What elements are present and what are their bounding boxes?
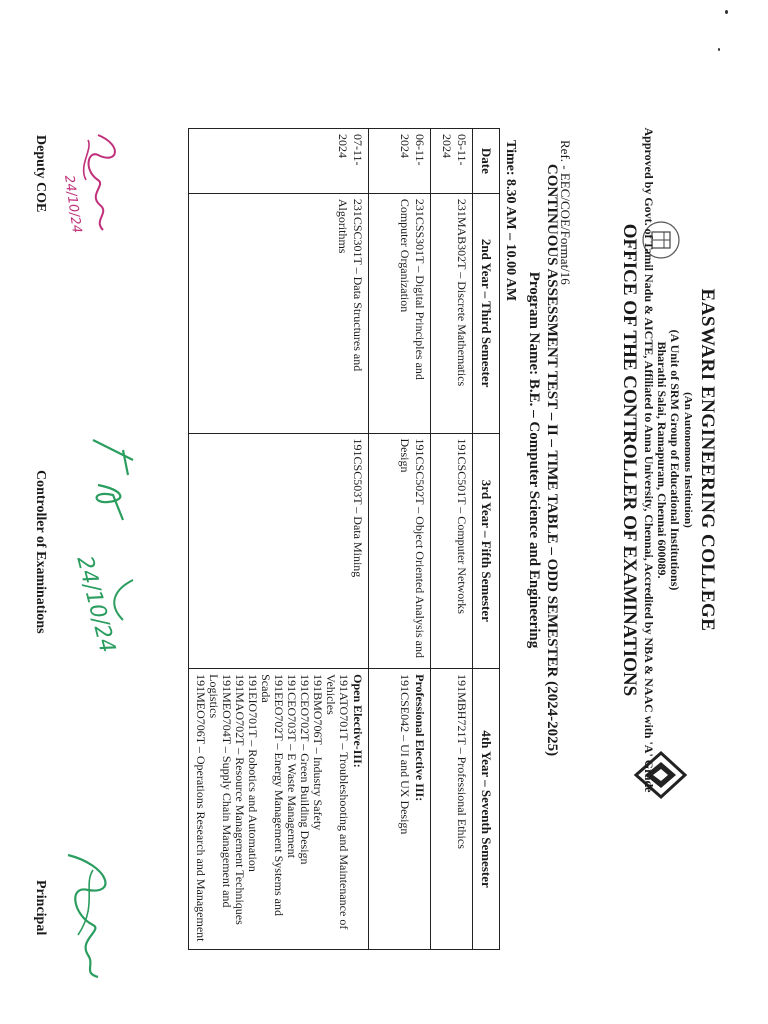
header-third-year: 3rd Year – Fifth Semester	[473, 433, 500, 669]
list-item: 191ATO701T – Troubleshooting and Maintenance of Vehicles	[324, 674, 351, 930]
program-name: Program Name: B.E. – Computer Science and Engineering	[526, 271, 542, 649]
elective-heading: Professional Elective III:	[413, 674, 427, 802]
header-date: Date	[473, 129, 500, 194]
list-item: 191CEO703T – E Waste Management	[285, 674, 299, 858]
fourth-year-exam: 191MBH721T – Professional Ethics	[431, 669, 473, 950]
third-year-exam: 191CSC501T – Computer Networks	[431, 433, 473, 669]
coe-signature	[53, 430, 153, 660]
deputy-coe-signature	[53, 125, 128, 245]
third-year-exam: 191CSC503T – Data Mining	[189, 433, 369, 669]
timetable	[188, 128, 500, 950]
scan-speck	[718, 48, 720, 51]
coe-label: Controller of Examinations	[33, 470, 48, 634]
third-year-exam: 191CSC502T – Object Oriented Analysis and Design	[369, 433, 431, 669]
list-item: 191EEO702T – Energy Management Systems and Scada	[259, 674, 286, 916]
table-header-row	[473, 129, 500, 950]
header-fourth-year: 4th Year – Seventh Semester	[473, 669, 500, 950]
reference-number: Ref. - EEC/COE/Format/16	[558, 140, 573, 285]
table-row	[189, 129, 369, 950]
row-date: 07-11-2024	[189, 129, 369, 194]
list-item: 191MEO706T – Operations Research and Management	[194, 674, 208, 942]
institution-type: (An Autonomous Institution)	[682, 392, 694, 528]
second-year-exam: 231MAB302T – Discrete Mathematics	[431, 193, 473, 433]
scan-speck	[725, 10, 728, 14]
deputy-signature-date: 24/10/24	[61, 174, 84, 235]
table-row	[369, 129, 431, 950]
accreditation-line: Approved by Govt. of Tamil Nadu & AICTE, Affiliated to Anna University, Chennai, Accredited by NBA & NAAC with 'A' Grade	[642, 127, 656, 793]
exam-time: Time: 8.30 AM – 10.00 AM	[503, 140, 518, 302]
second-year-exam: 231CSS301T – Digital Principles and Computer Organization	[369, 193, 431, 433]
list-item: 191BMO706T – Industry Safety	[311, 674, 325, 831]
list-item: 191CEO702T – Green Building Design	[298, 674, 312, 865]
list-item: 191MAO702T – Resource Management Techniques	[233, 674, 247, 925]
coe-signature-date: 24/10/24	[71, 553, 120, 656]
college-name: EASWARI ENGINEERING COLLEGE	[697, 288, 718, 632]
document-title: CONTINUOUS ASSESSMENT TEST – II – TIME TABLE – ODD SEMESTER (2024-2025)	[544, 163, 560, 757]
table-row	[431, 129, 473, 950]
elective-course: 191CSE042 – UI and UX Design	[398, 674, 412, 835]
principal-label: Principal	[33, 880, 48, 936]
principal-signature	[48, 845, 128, 985]
header-second-year: 2nd Year – Third Semester	[473, 193, 500, 433]
elective-heading: Open Elective-III:	[351, 674, 365, 768]
college-address: Bharathi Salai, Ramapuram, Chennai 600089.	[655, 341, 669, 579]
list-item: 191MEO704T – Supply Chain Management and Logistics	[207, 674, 234, 908]
row-date: 06-11-2024	[369, 129, 431, 194]
office-title: OFFICE OF THE CONTROLLER OF EXAMINATIONS	[619, 223, 640, 697]
list-item: 191EIO701T – Robotics and Automation	[246, 674, 260, 872]
fourth-year-exam-cell	[369, 669, 431, 950]
fourth-year-exam-cell	[189, 669, 369, 950]
row-date: 05-11-2024	[431, 129, 473, 194]
second-year-exam: 231CSC301T – Data Structures and Algorithms	[189, 193, 369, 433]
open-elective-list	[194, 674, 350, 944]
group-affiliation: (A Unit of SRM Group of Educational Institutions)	[668, 329, 682, 591]
deputy-coe-label: Deputy COE	[33, 135, 48, 213]
